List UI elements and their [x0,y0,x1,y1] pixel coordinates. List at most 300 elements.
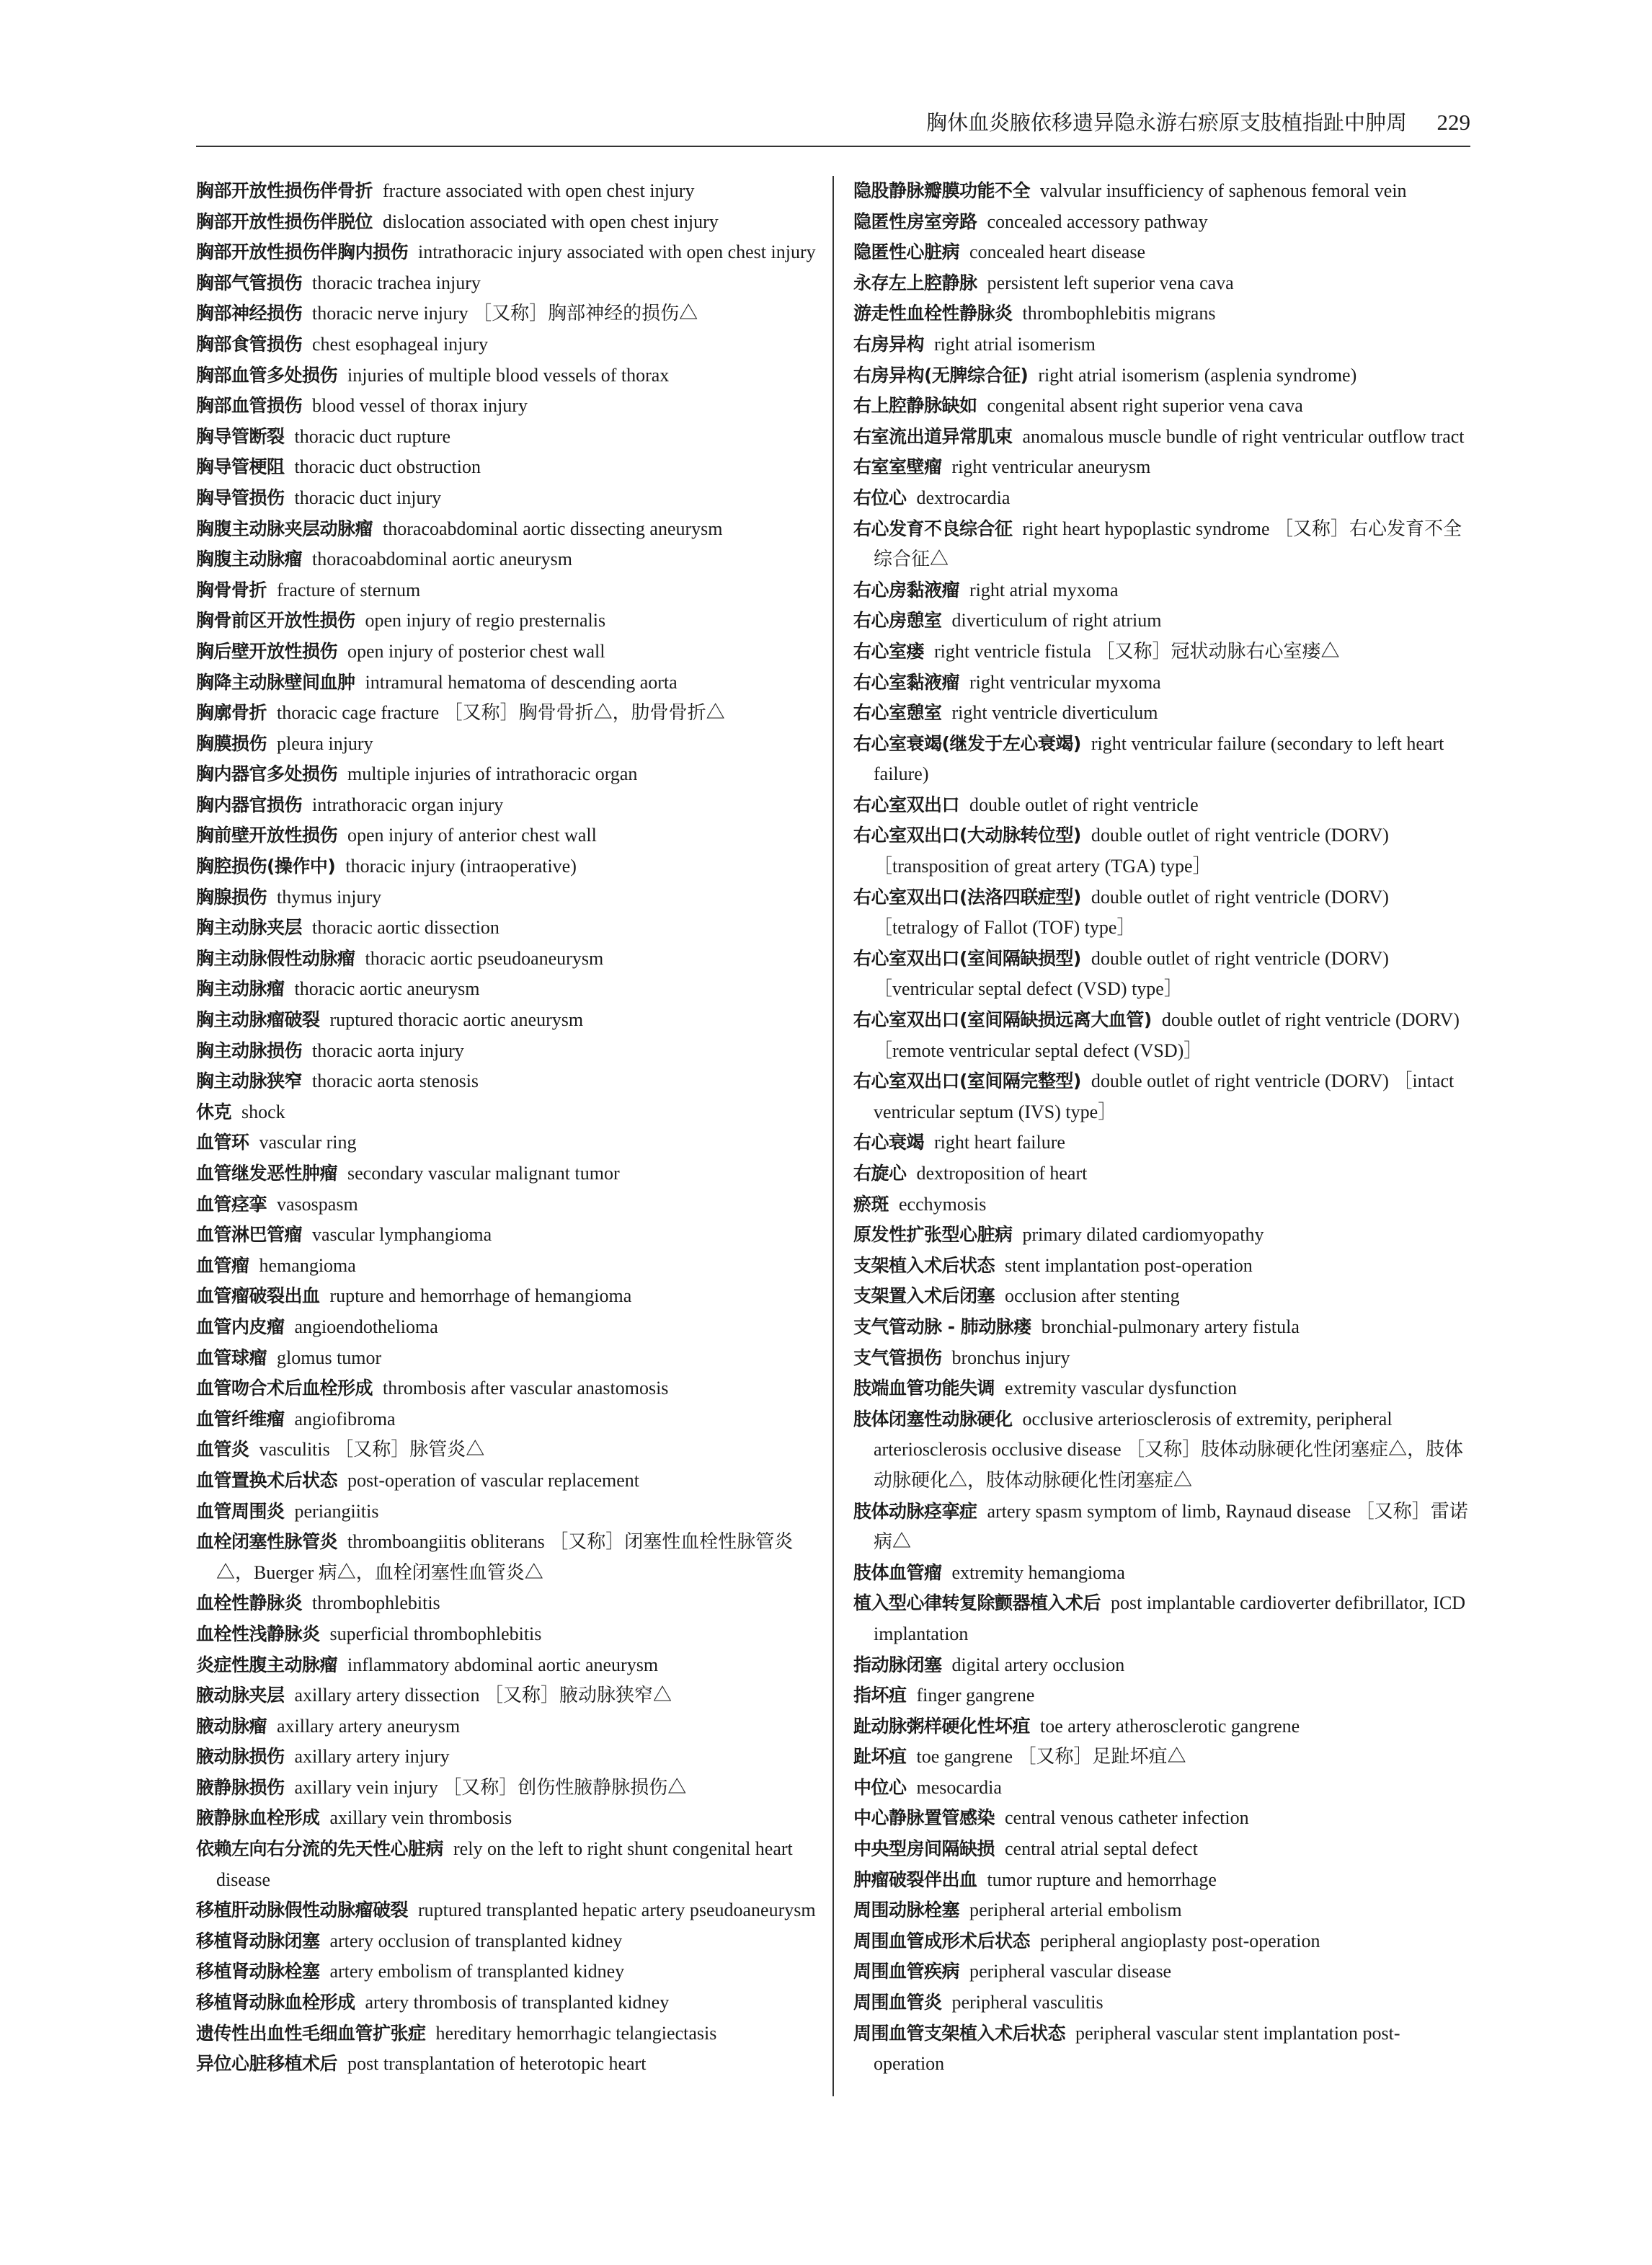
entry-term-chinese: 指动脉闭塞 [853,1654,942,1675]
entry-term-chinese: 胸腺损伤 [196,886,267,908]
glossary-entry [196,820,816,851]
entry-term-english: angiofibroma [294,1408,396,1430]
glossary-entry [853,1895,1470,1926]
entry-term-english: double outlet of right ventricle (DORV) ［remote ventricular septal defect (VSD)］ [874,1009,1460,1061]
entry-term-english: open injury of anterior chest wall [347,825,597,846]
entry-term-chinese: 右房异构 [853,333,925,355]
glossary-entry [196,452,816,483]
entry-term-english: rupture and hemorrhage of hemangioma [329,1285,632,1307]
entry-term-english: thoracic duct obstruction [294,456,481,478]
entry-term-english: artery occlusion of transplanted kidney [329,1930,623,1951]
entry-term-english: double outlet of right ventricle (DORV) ［transposition of great artery (TGA) type］ [874,825,1389,877]
entry-term-chinese: 隐股静脉瓣膜功能不全 [853,180,1031,201]
glossary-entry [853,1711,1470,1742]
entry-term-english: dextrocardia [916,487,1011,508]
entry-term-chinese: 右心室憩室 [853,702,942,724]
entry-term-chinese: 血管周围炎 [196,1500,285,1522]
glossary-entry [196,1220,816,1251]
glossary-entry [196,698,816,729]
entry-term-english: open injury of regio presternalis [365,610,606,631]
entry-term-english: blood vessel of thorax injury [312,395,528,417]
entry-term-english: axillary artery aneurysm [277,1715,461,1737]
entry-term-chinese: 肢体闭塞性动脉硬化 [853,1408,1013,1430]
entry-term-english: thoracoabdominal aortic aneurysm [312,549,572,570]
entry-term-english: ruptured transplanted hepatic artery pseudoaneurysm [418,1900,816,1921]
entry-term-english: toe gangrene ［又称］足趾坏疽△ [916,1746,1186,1768]
entry-term-english: dislocation associated with open chest injury [383,210,719,232]
entry-term-chinese: 永存左上腔静脉 [853,272,977,293]
entry-term-english: shock [241,1101,285,1122]
entry-term-english: thoracic aortic dissection [312,917,499,939]
glossary-entry [196,1404,816,1435]
entry-term-chinese: 支气管动脉 - 肺动脉瘘 [853,1316,1031,1337]
entry-term-english: multiple injuries of intrathoracic organ [347,763,638,785]
entry-term-chinese: 右心衰竭 [853,1132,925,1153]
glossary-entry [853,514,1470,575]
entry-term-chinese: 胸部开放性损伤伴胸内损伤 [196,241,409,263]
entry-term-chinese: 血管环 [196,1132,249,1153]
entry-term-chinese: 血管内皮瘤 [196,1316,285,1337]
entry-term-chinese: 胸主动脉瘤破裂 [196,1009,320,1031]
glossary-entry [196,1312,816,1343]
entry-term-english: thoracic aorta stenosis [312,1071,479,1092]
glossary-entry [196,1281,816,1312]
entry-term-english: double outlet of right ventricle (DORV) ［tetralogy of Fallot (TOF) type］ [874,886,1389,939]
entry-term-english: chest esophageal injury [312,333,489,355]
glossary-entry [196,1711,816,1742]
glossary-entry [853,422,1470,453]
entry-term-chinese: 右室室壁瘤 [853,456,942,478]
entry-term-chinese: 胸骨前区开放性损伤 [196,610,355,631]
entry-term-chinese: 腋动脉损伤 [196,1746,285,1768]
entry-term-chinese: 隐匿性心脏病 [853,241,960,263]
entry-term-chinese: 胸腹主动脉夹层动脉瘤 [196,518,373,539]
entry-term-chinese: 肢体血管瘤 [853,1561,942,1583]
glossary-entry [853,1343,1470,1374]
glossary-entry [853,1373,1470,1404]
entry-term-chinese: 周围血管成形术后状态 [853,1930,1031,1951]
column-divider [832,176,834,2096]
entry-term-english: vasculitis ［又称］脉管炎△ [259,1439,485,1460]
entry-term-chinese: 移植肝动脉假性动脉瘤破裂 [196,1900,409,1921]
glossary-entry [853,1742,1470,1773]
glossary-entry [196,668,816,699]
glossary-entry [853,237,1470,268]
entry-term-chinese: 植入型心律转复除颤器植入术后 [853,1592,1101,1614]
entry-term-chinese: 血栓闭塞性脉管炎 [196,1531,338,1553]
entry-term-chinese: 胸主动脉假性动脉瘤 [196,947,355,969]
entry-term-english: right ventricular failure (secondary to left heart failure) [874,732,1444,785]
glossary-entry [853,944,1470,1005]
entry-term-english: glomus tumor [277,1347,382,1368]
glossary-entry [196,237,816,268]
glossary-entry [196,1588,816,1619]
entry-term-chinese: 趾坏疽 [853,1746,907,1768]
entry-term-english: intrathoracic injury associated with open chest injury [418,241,816,263]
entry-term-chinese: 腋动脉夹层 [196,1685,285,1706]
entry-term-chinese: 胸部神经损伤 [196,303,303,324]
entry-term-english: diverticulum of right atrium [951,610,1162,631]
entry-term-english: post transplantation of heterotopic heart [347,2053,647,2075]
entry-term-english: persistent left superior vena cava [987,272,1234,293]
glossary-entry [853,1865,1470,1896]
entry-term-english: finger gangrene [916,1685,1035,1706]
entry-term-chinese: 胸导管断裂 [196,425,285,447]
glossary-entry [853,1588,1470,1649]
entry-term-english: pleura injury [277,732,373,754]
entry-term-chinese: 血管瘤 [196,1254,249,1276]
entry-term-english: peripheral vascular disease [969,1961,1172,1982]
glossary-entry [196,1127,816,1158]
entry-term-english: central venous catheter infection [1005,1807,1249,1829]
glossary-entry [196,1497,816,1528]
glossary-entry [853,637,1470,668]
entry-term-english: tumor rupture and hemorrhage [987,1869,1217,1890]
entry-term-chinese: 胸内器官多处损伤 [196,763,338,785]
glossary-entry [853,360,1470,391]
entry-term-chinese: 血管吻合术后血栓形成 [196,1378,373,1399]
glossary-entry [853,1803,1470,1834]
entry-term-english: vascular ring [259,1132,357,1153]
glossary-entry [853,207,1470,238]
entry-term-chinese: 遗传性出血性毛细血管扩张症 [196,2022,426,2044]
glossary-entry [196,1619,816,1650]
glossary-entry [853,606,1470,637]
glossary-entry [853,668,1470,699]
glossary-entry [196,575,816,606]
glossary-entry [196,1251,816,1282]
entry-term-chinese: 肿瘤破裂伴出血 [853,1869,977,1890]
entry-term-english: ecchymosis [899,1193,987,1215]
entry-term-english: central atrial septal defect [1005,1838,1198,1860]
entry-term-chinese: 胸导管梗阻 [196,456,285,478]
entry-term-chinese: 右心室双出口(室间隔完整型) [853,1071,1081,1092]
entry-term-english: open injury of posterior chest wall [347,640,605,662]
glossary-entry [196,974,816,1005]
glossary-entry [196,851,816,882]
entry-term-english: thrombophlebitis [312,1592,440,1614]
entry-term-english: thoracic aorta injury [312,1040,464,1061]
entry-term-english: thoracic duct injury [294,487,442,508]
entry-term-english: periangiitis [294,1500,379,1522]
entry-term-chinese: 休克 [196,1101,232,1122]
entry-term-english: inflammatory abdominal aortic aneurysm [347,1654,659,1675]
entry-term-english: fracture of sternum [277,579,421,600]
entry-term-chinese: 胸腔损伤(操作中) [196,856,336,877]
glossary-entry [196,1895,816,1926]
entry-term-chinese: 胸主动脉狭窄 [196,1071,303,1092]
glossary-entry [196,913,816,944]
glossary-entry [196,729,816,760]
glossary-entry [196,882,816,913]
glossary-entry [196,1956,816,1987]
entry-term-english: thoracic nerve injury ［又称］胸部神经的损伤△ [312,303,698,324]
entry-term-english: concealed heart disease [969,241,1145,263]
entry-term-english: right heart hypoplastic syndrome ［又称］右心发育不全综合征△ [874,518,1462,570]
glossary-entry [853,483,1470,514]
entry-term-chinese: 血栓性浅静脉炎 [196,1623,320,1644]
entry-term-english: artery spasm symptom of limb, Raynaud disease ［又称］雷诺病△ [874,1500,1468,1553]
entry-term-chinese: 右心室双出口(法洛四联症型) [853,886,1081,908]
entry-term-english: ruptured thoracic aortic aneurysm [329,1009,584,1031]
running-header [196,108,1470,144]
entry-term-chinese: 胸腹主动脉瘤 [196,549,303,570]
entry-term-english: vascular lymphangioma [312,1224,492,1246]
entry-term-chinese: 游走性血栓性静脉炎 [853,303,1013,324]
entry-term-chinese: 胸膜损伤 [196,732,267,754]
glossary-entry [853,1497,1470,1558]
glossary-entry [853,1680,1470,1711]
entry-term-chinese: 趾动脉粥样硬化性坏疽 [853,1715,1031,1737]
glossary-entry [853,1773,1470,1804]
entry-term-chinese: 肢体动脉痉挛症 [853,1500,977,1522]
glossary-entry [196,1005,816,1036]
entry-term-chinese: 右心室双出口(大动脉转位型) [853,825,1081,846]
entry-term-english: occlusive arteriosclerosis of extremity, peripheral arteriosclerosis occlusive disease ［又称］肢体动脉硬化性闭塞症△，肢体动脉硬化△，肢体动脉硬化性闭塞症△ [874,1408,1464,1491]
glossary-entry [853,1834,1470,1865]
glossary-entry [196,298,816,329]
entry-term-chinese: 右旋心 [853,1163,907,1184]
entry-term-english: bronchial-pulmonary artery fistula [1041,1316,1300,1337]
entry-term-chinese: 胸部血管损伤 [196,395,303,417]
entry-term-chinese: 胸部开放性损伤伴脱位 [196,210,373,232]
entry-term-english: peripheral arterial embolism [969,1900,1182,1921]
page-number: 229 [1436,110,1470,135]
entry-term-chinese: 炎症性腹主动脉瘤 [196,1654,338,1675]
glossary-entry [196,2049,816,2080]
entry-term-english: occlusion after stenting [1005,1285,1180,1307]
entry-term-english: vasospasm [277,1193,358,1215]
glossary-entry [196,2018,816,2049]
entry-term-english: digital artery occlusion [951,1654,1125,1675]
entry-term-english: valvular insufficiency of saphenous femoral vein [1040,180,1407,201]
entry-term-chinese: 右心发育不良综合征 [853,518,1013,539]
entry-term-chinese: 血管炎 [196,1439,249,1460]
header-rule [196,146,1470,147]
entry-term-english: peripheral angioplasty post-operation [1040,1930,1320,1951]
glossary-entry [196,1834,816,1895]
glossary-entry [853,1066,1470,1127]
entry-term-english: post-operation of vascular replacement [347,1469,640,1491]
entry-term-english: peripheral vascular stent implantation post-operation [874,2022,1400,2075]
glossary-entry [196,1650,816,1681]
glossary-entry [196,1189,816,1220]
entry-term-english: double outlet of right ventricle (DORV) ［ventricular septal defect (VSD) type］ [874,947,1389,1000]
entry-term-english: dextroposition of heart [916,1163,1088,1184]
glossary-entry [853,1558,1470,1589]
entry-term-chinese: 右心室衰竭(继发于左心衰竭) [853,732,1081,754]
glossary-entry [853,820,1470,882]
entry-term-english: thoracic trachea injury [312,272,481,293]
glossary-entry [196,1343,816,1374]
entry-term-english: mesocardia [916,1776,1002,1798]
entry-term-english: primary dilated cardiomyopathy [1022,1224,1264,1246]
glossary-entry [853,790,1470,821]
glossary-entry [196,1435,816,1466]
entry-term-chinese: 胸主动脉夹层 [196,917,303,939]
entry-term-english: intramural hematoma of descending aorta [365,671,678,693]
entry-term-chinese: 原发性扩张型心脏病 [853,1224,1013,1246]
glossary-entry [853,268,1470,299]
entry-term-english: extremity vascular dysfunction [1005,1378,1238,1399]
entry-term-english: thoracic duct rupture [294,425,451,447]
glossary-entry [853,1312,1470,1343]
entry-term-chinese: 中心静脉置管感染 [853,1807,995,1829]
entry-term-english: thoracic aortic aneurysm [294,978,480,1000]
entry-term-english: post implantable cardioverter defibrillator, ICD implantation [874,1592,1466,1644]
entry-term-chinese: 血管瘤破裂出血 [196,1285,320,1307]
entry-term-english: thromboangiitis obliterans ［又称］闭塞性血栓性脉管炎△，Buerger 病△，血栓闭塞性血管炎△ [216,1531,794,1583]
entry-term-chinese: 依赖左向右分流的先天性心脏病 [196,1838,444,1860]
glossary-entry [196,606,816,637]
glossary-entry [853,1220,1470,1251]
entry-term-chinese: 移植肾动脉栓塞 [196,1961,320,1982]
entry-term-chinese: 右心室双出口 [853,794,960,815]
entry-term-chinese: 胸部开放性损伤伴骨折 [196,180,373,201]
entry-term-chinese: 血管置换术后状态 [196,1469,338,1491]
right-column [853,176,1470,2080]
glossary-entry [196,422,816,453]
entry-term-english: bronchus injury [951,1347,1070,1368]
entry-term-chinese: 胸降主动脉壁间血肿 [196,671,355,693]
entry-term-chinese: 腋动脉瘤 [196,1715,267,1737]
entry-term-chinese: 右室流出道异常肌束 [853,425,1013,447]
entry-term-chinese: 胸骨骨折 [196,579,267,600]
glossary-entry [853,329,1470,360]
entry-term-chinese: 支气管损伤 [853,1347,942,1368]
glossary-entry [853,575,1470,606]
glossary-entry [196,391,816,422]
glossary-entry [196,176,816,207]
entry-term-chinese: 周围血管炎 [853,1992,942,2013]
entry-term-chinese: 隐匿性房室旁路 [853,210,977,232]
glossary-entry [853,729,1470,790]
entry-term-chinese: 胸部食管损伤 [196,333,303,355]
left-column [196,176,816,2080]
entry-term-english: axillary vein thrombosis [329,1807,512,1829]
entry-term-chinese: 异位心脏移植术后 [196,2053,338,2075]
entry-term-english: intrathoracic organ injury [312,794,504,815]
entry-term-chinese: 瘀斑 [853,1193,889,1215]
entry-term-english: right heart failure [934,1132,1065,1153]
entry-term-chinese: 右心房黏液瘤 [853,579,960,600]
glossary-entry [853,1650,1470,1681]
glossary-entry [853,452,1470,483]
glossary-entry [196,207,816,238]
glossary-entry [196,637,816,668]
running-header-title: 胸休血炎腋依移遗异隐永游右瘀原支肢植指趾中肿周 [925,110,1407,135]
glossary-entry [853,1127,1470,1158]
glossary-entry [196,1680,816,1711]
entry-term-chinese: 指坏疽 [853,1685,907,1706]
glossary-entry [196,360,816,391]
glossary-entry [196,1097,816,1128]
glossary-entry [196,1987,816,2018]
entry-term-chinese: 胸前壁开放性损伤 [196,825,338,846]
glossary-entry [853,1158,1470,1189]
glossary-entry [853,1005,1470,1066]
entry-term-english: peripheral vasculitis [951,1992,1103,2013]
glossary-entry [853,391,1470,422]
entry-term-chinese: 右心室双出口(室间隔缺损远离大血管) [853,1009,1152,1031]
glossary-entry [196,1466,816,1497]
entry-term-chinese: 右心室黏液瘤 [853,671,960,693]
glossary-entry [853,1281,1470,1312]
entry-term-english: right atrial isomerism (asplenia syndrome) [1038,364,1357,386]
entry-term-english: injuries of multiple blood vessels of thorax [347,364,670,386]
entry-term-english: axillary artery dissection ［又称］腋动脉狭窄△ [294,1685,672,1706]
entry-term-chinese: 周围血管支架植入术后状态 [853,2022,1066,2044]
entry-term-chinese: 右心室双出口(室间隔缺损型) [853,947,1081,969]
entry-term-chinese: 腋静脉损伤 [196,1776,285,1798]
entry-term-chinese: 移植肾动脉血栓形成 [196,1992,355,2013]
entry-term-english: right ventricle fistula ［又称］冠状动脉右心室瘘△ [934,640,1340,662]
entry-term-english: axillary artery injury [294,1746,450,1768]
entry-term-chinese: 血管纤维瘤 [196,1408,285,1430]
entry-term-english: anomalous muscle bundle of right ventricular outflow tract [1022,425,1465,447]
glossary-entry [196,1803,816,1834]
glossary-entry [853,1404,1470,1497]
glossary-entry [853,1251,1470,1282]
entry-term-chinese: 右上腔静脉缺如 [853,395,977,417]
glossary-entry [853,698,1470,729]
glossary-entry [853,882,1470,944]
glossary-entry [196,1773,816,1804]
entry-term-english: artery embolism of transplanted kidney [329,1961,625,1982]
entry-term-english: double outlet of right ventricle (DORV) ［intact ventricular septum (IVS) type］ [874,1071,1455,1122]
entry-term-english: thoracoabdominal aortic dissecting aneurysm [383,518,723,539]
entry-term-chinese: 移植肾动脉闭塞 [196,1930,320,1951]
entry-term-english: stent implantation post-operation [1005,1254,1253,1276]
entry-term-english: right ventricular aneurysm [951,456,1151,478]
entry-term-chinese: 右心室瘘 [853,640,925,662]
entry-term-english: thoracic aortic pseudoaneurysm [365,947,604,969]
entry-term-english: angioendothelioma [294,1316,438,1337]
entry-term-english: axillary vein injury ［又称］创伤性腋静脉损伤△ [294,1776,687,1798]
entry-term-english: hemangioma [259,1254,356,1276]
entry-term-chinese: 右心房憩室 [853,610,942,631]
entry-term-english: superficial thrombophlebitis [329,1623,542,1644]
entry-term-chinese: 胸内器官损伤 [196,794,303,815]
entry-term-chinese: 血管淋巴管瘤 [196,1224,303,1246]
entry-term-chinese: 周围血管疾病 [853,1961,960,1982]
glossary-entry [853,1189,1470,1220]
entry-term-english: double outlet of right ventricle [969,794,1199,815]
entry-term-chinese: 支架植入术后状态 [853,1254,995,1276]
glossary-entry [196,1742,816,1773]
glossary-entry [196,1527,816,1588]
glossary-entry [196,514,816,545]
glossary-entry [196,944,816,975]
entry-term-chinese: 胸廓骨折 [196,702,267,724]
entry-term-chinese: 中央型房间隔缺损 [853,1838,995,1860]
entry-term-english: rely on the left to right shunt congenital heart disease [216,1838,793,1890]
glossary-entry [196,483,816,514]
entry-term-chinese: 胸主动脉损伤 [196,1040,303,1061]
entry-term-english: thoracic cage fracture ［又称］胸骨骨折△，肋骨骨折△ [277,702,725,724]
entry-term-english: thrombosis after vascular anastomosis [383,1378,669,1399]
entry-term-chinese: 胸主动脉瘤 [196,978,285,1000]
glossary-entry [853,1956,1470,1987]
entry-term-chinese: 血管球瘤 [196,1347,267,1368]
entry-term-chinese: 血管痉挛 [196,1193,267,1215]
glossary-entry [196,1373,816,1404]
entry-term-english: right ventricular myxoma [969,671,1161,693]
entry-term-english: right ventricle diverticulum [951,702,1158,724]
entry-term-chinese: 肢端血管功能失调 [853,1378,995,1399]
glossary-entry [853,1926,1470,1957]
entry-term-chinese: 胸导管损伤 [196,487,285,508]
